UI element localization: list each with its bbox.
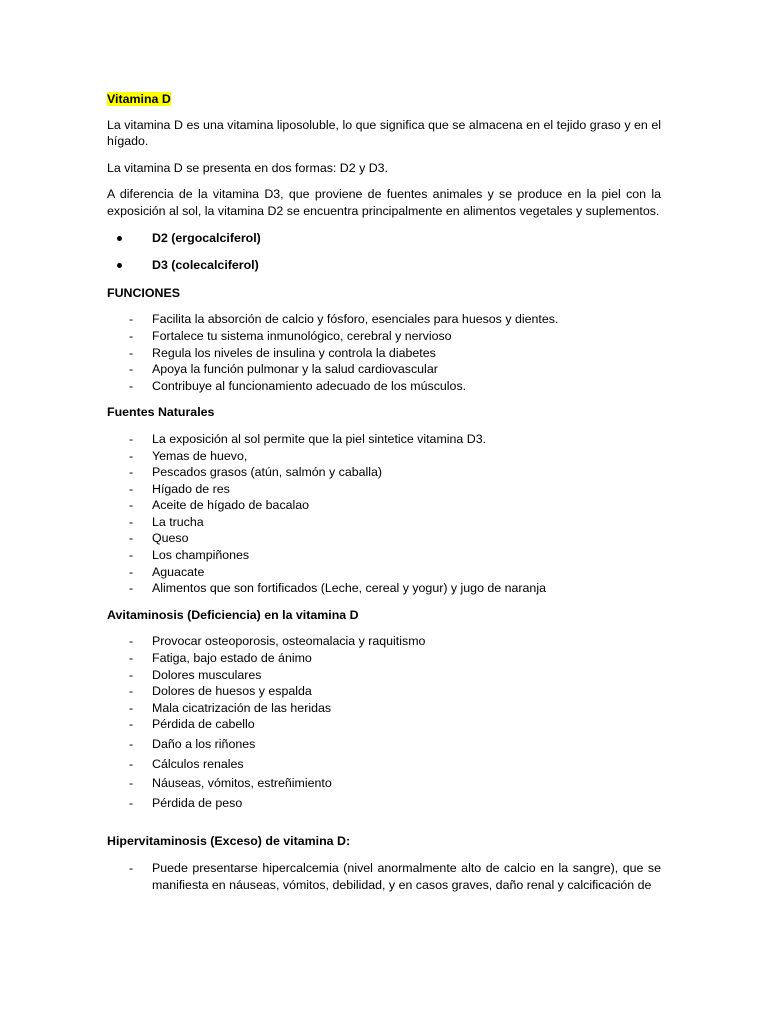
- list-item: - Los champiñones: [107, 547, 661, 564]
- list-item: - Fortalece tu sistema inmunológico, cerebral y nervioso: [107, 328, 661, 345]
- list-item: - Apoya la función pulmonar y la salud cardiovascular: [107, 361, 661, 378]
- list-item: - Alimentos que son fortificados (Leche, cereal y yogur) y jugo de naranja: [107, 580, 661, 597]
- list-item: - Náuseas, vómitos, estreñimiento: [107, 775, 661, 792]
- intro-paragraph: La vitamina D es una vitamina liposoluble, lo que significa que se almacena en el tejido graso y en el hígado.: [107, 117, 661, 149]
- list-item: - Queso: [107, 530, 661, 547]
- title-block: [107, 91, 661, 108]
- list-item: - Aceite de hígado de bacalao: [107, 497, 661, 514]
- funciones-list: [107, 311, 661, 394]
- list-item: - Contribuye al funcionamiento adecuado de los músculos.: [107, 378, 661, 395]
- avitaminosis-list: [107, 633, 661, 733]
- document-title: Vitamina D: [107, 92, 171, 106]
- fuentes-list: [107, 431, 661, 597]
- list-item: - Puede presentarse hipercalcemia (nivel anormalmente alto de calcio en la sangre), que se manifiesta en náuseas, vómitos, debilidad, y en casos graves, daño renal y calcificación de: [107, 860, 661, 893]
- list-item: - Fatiga, bajo estado de ánimo: [107, 650, 661, 667]
- list-item: - Pérdida de cabello: [107, 716, 661, 733]
- list-item: - Aguacate: [107, 564, 661, 581]
- list-item: - Cálculos renales: [107, 756, 661, 773]
- hipervitaminosis-heading: Hipervitaminosis (Exceso) de vitamina D:: [107, 834, 351, 849]
- avitaminosis-heading: Avitaminosis (Deficiencia) en la vitamina D: [107, 607, 359, 622]
- list-item: - La trucha: [107, 514, 661, 531]
- list-item: - Pescados grasos (atún, salmón y caballa): [107, 464, 661, 481]
- forms-paragraph: La vitamina D se presenta en dos formas: D2 y D3.: [107, 160, 388, 175]
- fuentes-heading: Fuentes Naturales: [107, 405, 215, 420]
- list-item: - Yemas de huevo,: [107, 448, 661, 465]
- difference-paragraph: A diferencia de la vitamina D3, que proviene de fuentes animales y se produce en la piel con la exposición al sol, la vitamina D2 se encuentra principalmente en alimentos vegetales y suplementos.: [107, 187, 661, 218]
- list-item: - Provocar osteoporosis, osteomalacia y raquitismo: [107, 633, 661, 650]
- hipervitaminosis-list: [107, 860, 661, 893]
- list-item: D2 (ergocalciferol): [107, 230, 661, 247]
- funciones-heading: FUNCIONES: [107, 285, 180, 300]
- list-item: - Facilita la absorción de calcio y fósforo, esenciales para huesos y dientes.: [107, 311, 661, 328]
- list-item: - La exposición al sol permite que la piel sintetice vitamina D3.: [107, 431, 661, 448]
- list-item: - Dolores musculares: [107, 667, 661, 684]
- list-item: - Hígado de res: [107, 481, 661, 498]
- list-item: - Dolores de huesos y espalda: [107, 683, 661, 700]
- list-item: - Pérdida de peso: [107, 795, 661, 812]
- list-item: D3 (colecalciferol): [107, 257, 661, 274]
- avitaminosis-list-extra: [107, 736, 661, 811]
- list-item: - Mala cicatrización de las heridas: [107, 700, 661, 717]
- list-item: - Regula los niveles de insulina y controla la diabetes: [107, 345, 661, 362]
- list-item: - Daño a los riñones: [107, 736, 661, 753]
- forms-list: [107, 230, 661, 274]
